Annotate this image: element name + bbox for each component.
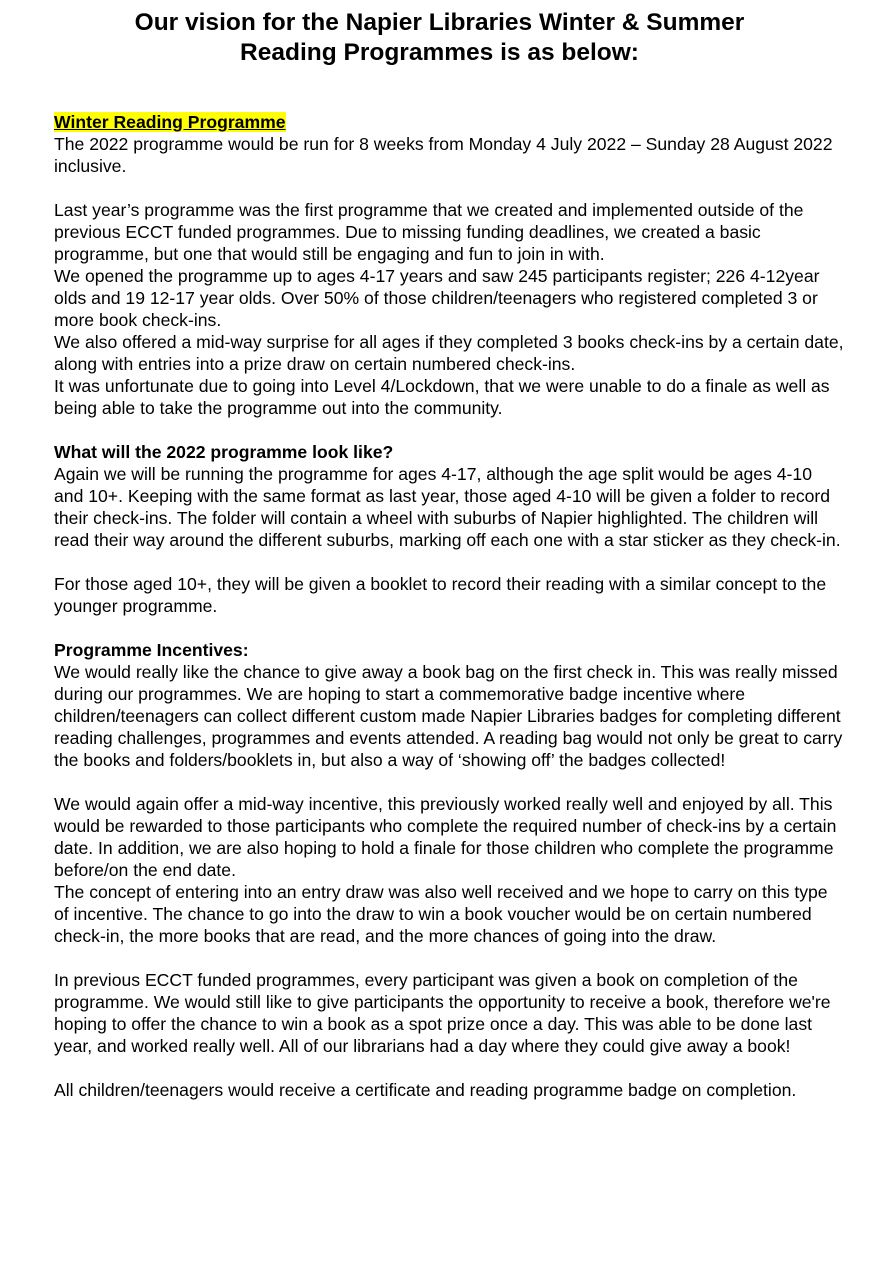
page-title: [40, 8, 839, 68]
last-year-paragraph-1: Last year’s programme was the first programme that we created and implemented outside of the previous ECCT funded programmes. Due to missing funding deadlines, we created a basic programme, but one that would still be engaging and fun to join in with.: [54, 200, 804, 264]
title-line-2: Reading Programmes is as below:: [240, 39, 639, 66]
spacer: [54, 771, 844, 793]
incentives-heading: Programme Incentives:: [54, 640, 249, 660]
incentives-paragraph-4: All children/teenagers would receive a certificate and reading programme badge on completion.: [54, 1080, 797, 1100]
programme-look-paragraph-2: For those aged 10+, they will be given a booklet to record their reading with a similar concept to the younger programme.: [54, 574, 827, 616]
spacer: [54, 419, 844, 441]
last-year-paragraph-3: We also offered a mid-way surprise for all ages if they completed 3 books check-ins by a certain date, along with entries into a prize draw on certain numbered check-ins.: [54, 332, 844, 374]
winter-dates-paragraph: The 2022 programme would be run for 8 weeks from Monday 4 July 2022 – Sunday 28 August 2022 inclusive.: [54, 134, 833, 176]
incentives-paragraph-2a: We would again offer a mid-way incentive, this previously worked really well and enjoyed by all. This would be rewarded to those participants who complete the required number of check-ins by a certain date. In addition, we are also hoping to hold a finale for those children who complete the programme before/on the end date.: [54, 794, 837, 880]
winter-section-heading: [54, 111, 844, 133]
spacer: [54, 551, 844, 573]
spacer: [54, 1057, 844, 1079]
spacer: [54, 177, 844, 199]
last-year-paragraph-4: It was unfortunate due to going into Level 4/Lockdown, that we were unable to do a finale as well as being able to take the programme out into the community.: [54, 376, 830, 418]
spacer: [54, 947, 844, 969]
last-year-paragraph-2: We opened the programme up to ages 4-17 years and saw 245 participants register; 226 4-12year olds and 19 12-17 year olds. Over 50% of those children/teenagers who registered completed 3 or more book check-ins.: [54, 266, 820, 330]
spacer: [54, 617, 844, 639]
programme-look-heading: What will the 2022 programme look like?: [54, 442, 394, 462]
document-body: [54, 111, 844, 1101]
title-line-1: Our vision for the Napier Libraries Winter & Summer: [134, 9, 745, 36]
programme-look-paragraph-1: Again we will be running the programme for ages 4-17, although the age split would be ages 4-10 and 10+. Keeping with the same format as last year, those aged 4-10 will be given a folder to record their check-ins. The folder will contain a wheel with suburbs of Napier highlighted. The children will read their way around the different suburbs, marking off each one with a star sticker as they check-in.: [54, 464, 841, 550]
winter-heading-highlight: Winter Reading Programme: [54, 112, 286, 132]
incentives-paragraph-3: In previous ECCT funded programmes, every participant was given a book on completion of the programme. We would still like to give participants the opportunity to receive a book, therefore we're hoping to offer the chance to win a book as a spot prize once a day. This was able to be done last year, and worked really well. All of our librarians had a day where they could give away a book!: [54, 970, 831, 1056]
incentives-paragraph-2b: The concept of entering into an entry draw was also well received and we hope to carry on this type of incentive. The chance to go into the draw to win a book voucher would be on certain numbered check-in, the more books that are read, and the more chances of going into the draw.: [54, 882, 828, 946]
incentives-paragraph-1: We would really like the chance to give away a book bag on the first check in. This was really missed during our programmes. We are hoping to start a commemorative badge incentive where children/teenagers can collect different custom made Napier Libraries badges for completing different reading challenges, programmes and events attended. A reading bag would not only be great to carry the books and folders/booklets in, but also a way of ‘showing off’ the badges collected!: [54, 662, 843, 770]
